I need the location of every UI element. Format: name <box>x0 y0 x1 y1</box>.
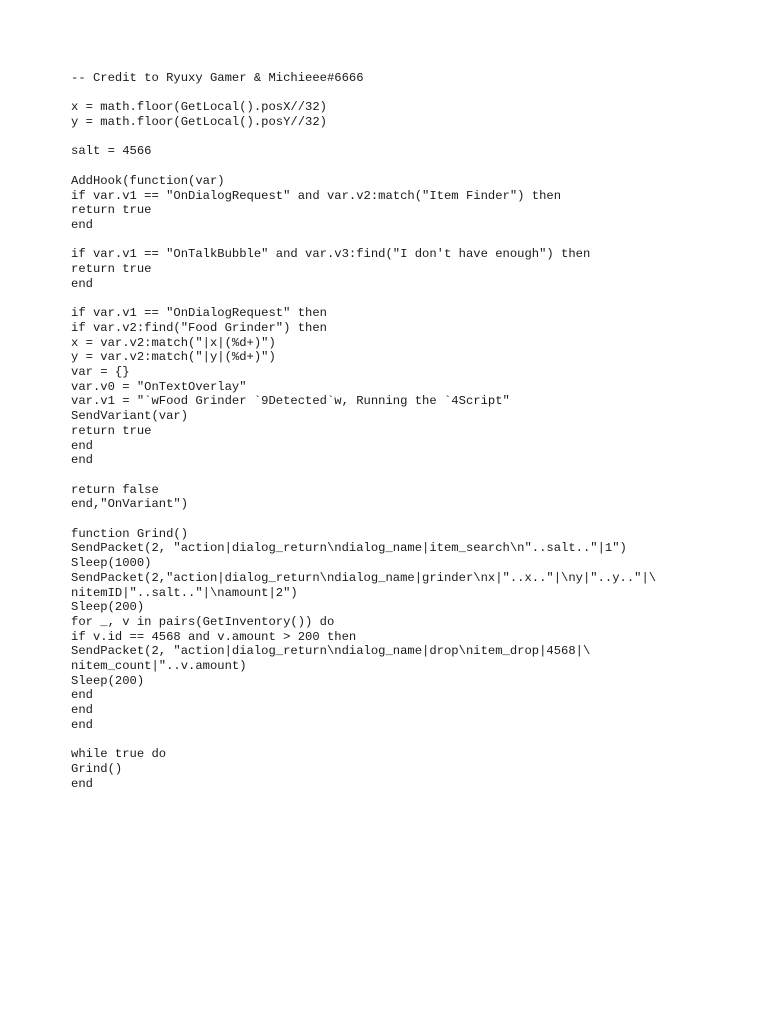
code-line: y = math.floor(GetLocal().posY//32) <box>71 115 327 130</box>
code-line: nitem_count|"..v.amount) <box>71 659 247 674</box>
code-line: if var.v1 == "OnDialogRequest" and var.v2:match("Item Finder") then <box>71 188 562 203</box>
code-line: SendPacket(2, "action|dialog_return\ndialog_name|drop\nitem_drop|4568|\ <box>71 644 591 659</box>
code-line: if var.v2:find("Food Grinder") then <box>71 320 327 335</box>
code-line: var.v1 = "`wFood Grinder `9Detected`w, Running the `4Script" <box>71 394 510 409</box>
code-line: x = var.v2:match("|x|(%d+)") <box>71 335 276 350</box>
code-line: return false <box>71 482 159 497</box>
code-line: end <box>71 438 93 453</box>
code-line: if var.v1 == "OnDialogRequest" then <box>71 306 327 321</box>
code-line: return true <box>71 262 152 277</box>
code-line: SendPacket(2,"action|dialog_return\ndialog_name|grinder\nx|"..x.."|\ny|"..y.."|\ <box>71 570 657 585</box>
code-line: Sleep(1000) <box>71 556 152 571</box>
code-line: return true <box>71 423 152 438</box>
code-line: return true <box>71 203 152 218</box>
code-line: end <box>71 703 93 718</box>
code-line: for _, v in pairs(GetInventory()) do <box>71 614 335 629</box>
code-line: Grind() <box>71 761 123 776</box>
code-line <box>71 733 751 748</box>
code-line: function Grind() <box>71 526 189 541</box>
code-line: y = var.v2:match("|y|(%d+)") <box>71 350 276 365</box>
code-line: salt = 4566 <box>71 144 152 159</box>
code-line: end <box>71 688 93 703</box>
code-line: while true do <box>71 747 167 762</box>
code-line <box>71 159 751 174</box>
code-line: if var.v1 == "OnTalkBubble" and var.v3:find("I don't have enough") then <box>71 247 591 262</box>
code-line <box>71 130 751 145</box>
code-line: nitemID|"..salt.."|\namount|2") <box>71 585 298 600</box>
code-line: end,"OnVariant") <box>71 497 189 512</box>
code-line: x = math.floor(GetLocal().posX//32) <box>71 100 327 115</box>
code-line: -- Credit to Ryuxy Gamer & Michieee#6666 <box>71 71 364 85</box>
code-line: end <box>71 217 93 232</box>
code-line: end <box>71 776 93 791</box>
code-line <box>71 233 751 248</box>
code-line <box>71 291 751 306</box>
code-line: end <box>71 717 93 732</box>
code-line <box>71 512 751 527</box>
code-line <box>71 468 751 483</box>
code-line: Sleep(200) <box>71 600 145 615</box>
code-line: SendVariant(var) <box>71 409 189 424</box>
code-line <box>71 86 751 101</box>
code-listing <box>71 71 751 791</box>
code-line: var.v0 = "OnTextOverlay" <box>71 379 247 394</box>
code-line: AddHook(function(var) <box>71 173 225 188</box>
code-line: if v.id == 4568 and v.amount > 200 then <box>71 629 357 644</box>
code-line: Sleep(200) <box>71 673 145 688</box>
code-line: SendPacket(2, "action|dialog_return\ndialog_name|item_search\n"..salt.."|1") <box>71 541 627 556</box>
code-line: var = {} <box>71 364 130 379</box>
code-line: end <box>71 276 93 291</box>
code-line: end <box>71 453 93 468</box>
